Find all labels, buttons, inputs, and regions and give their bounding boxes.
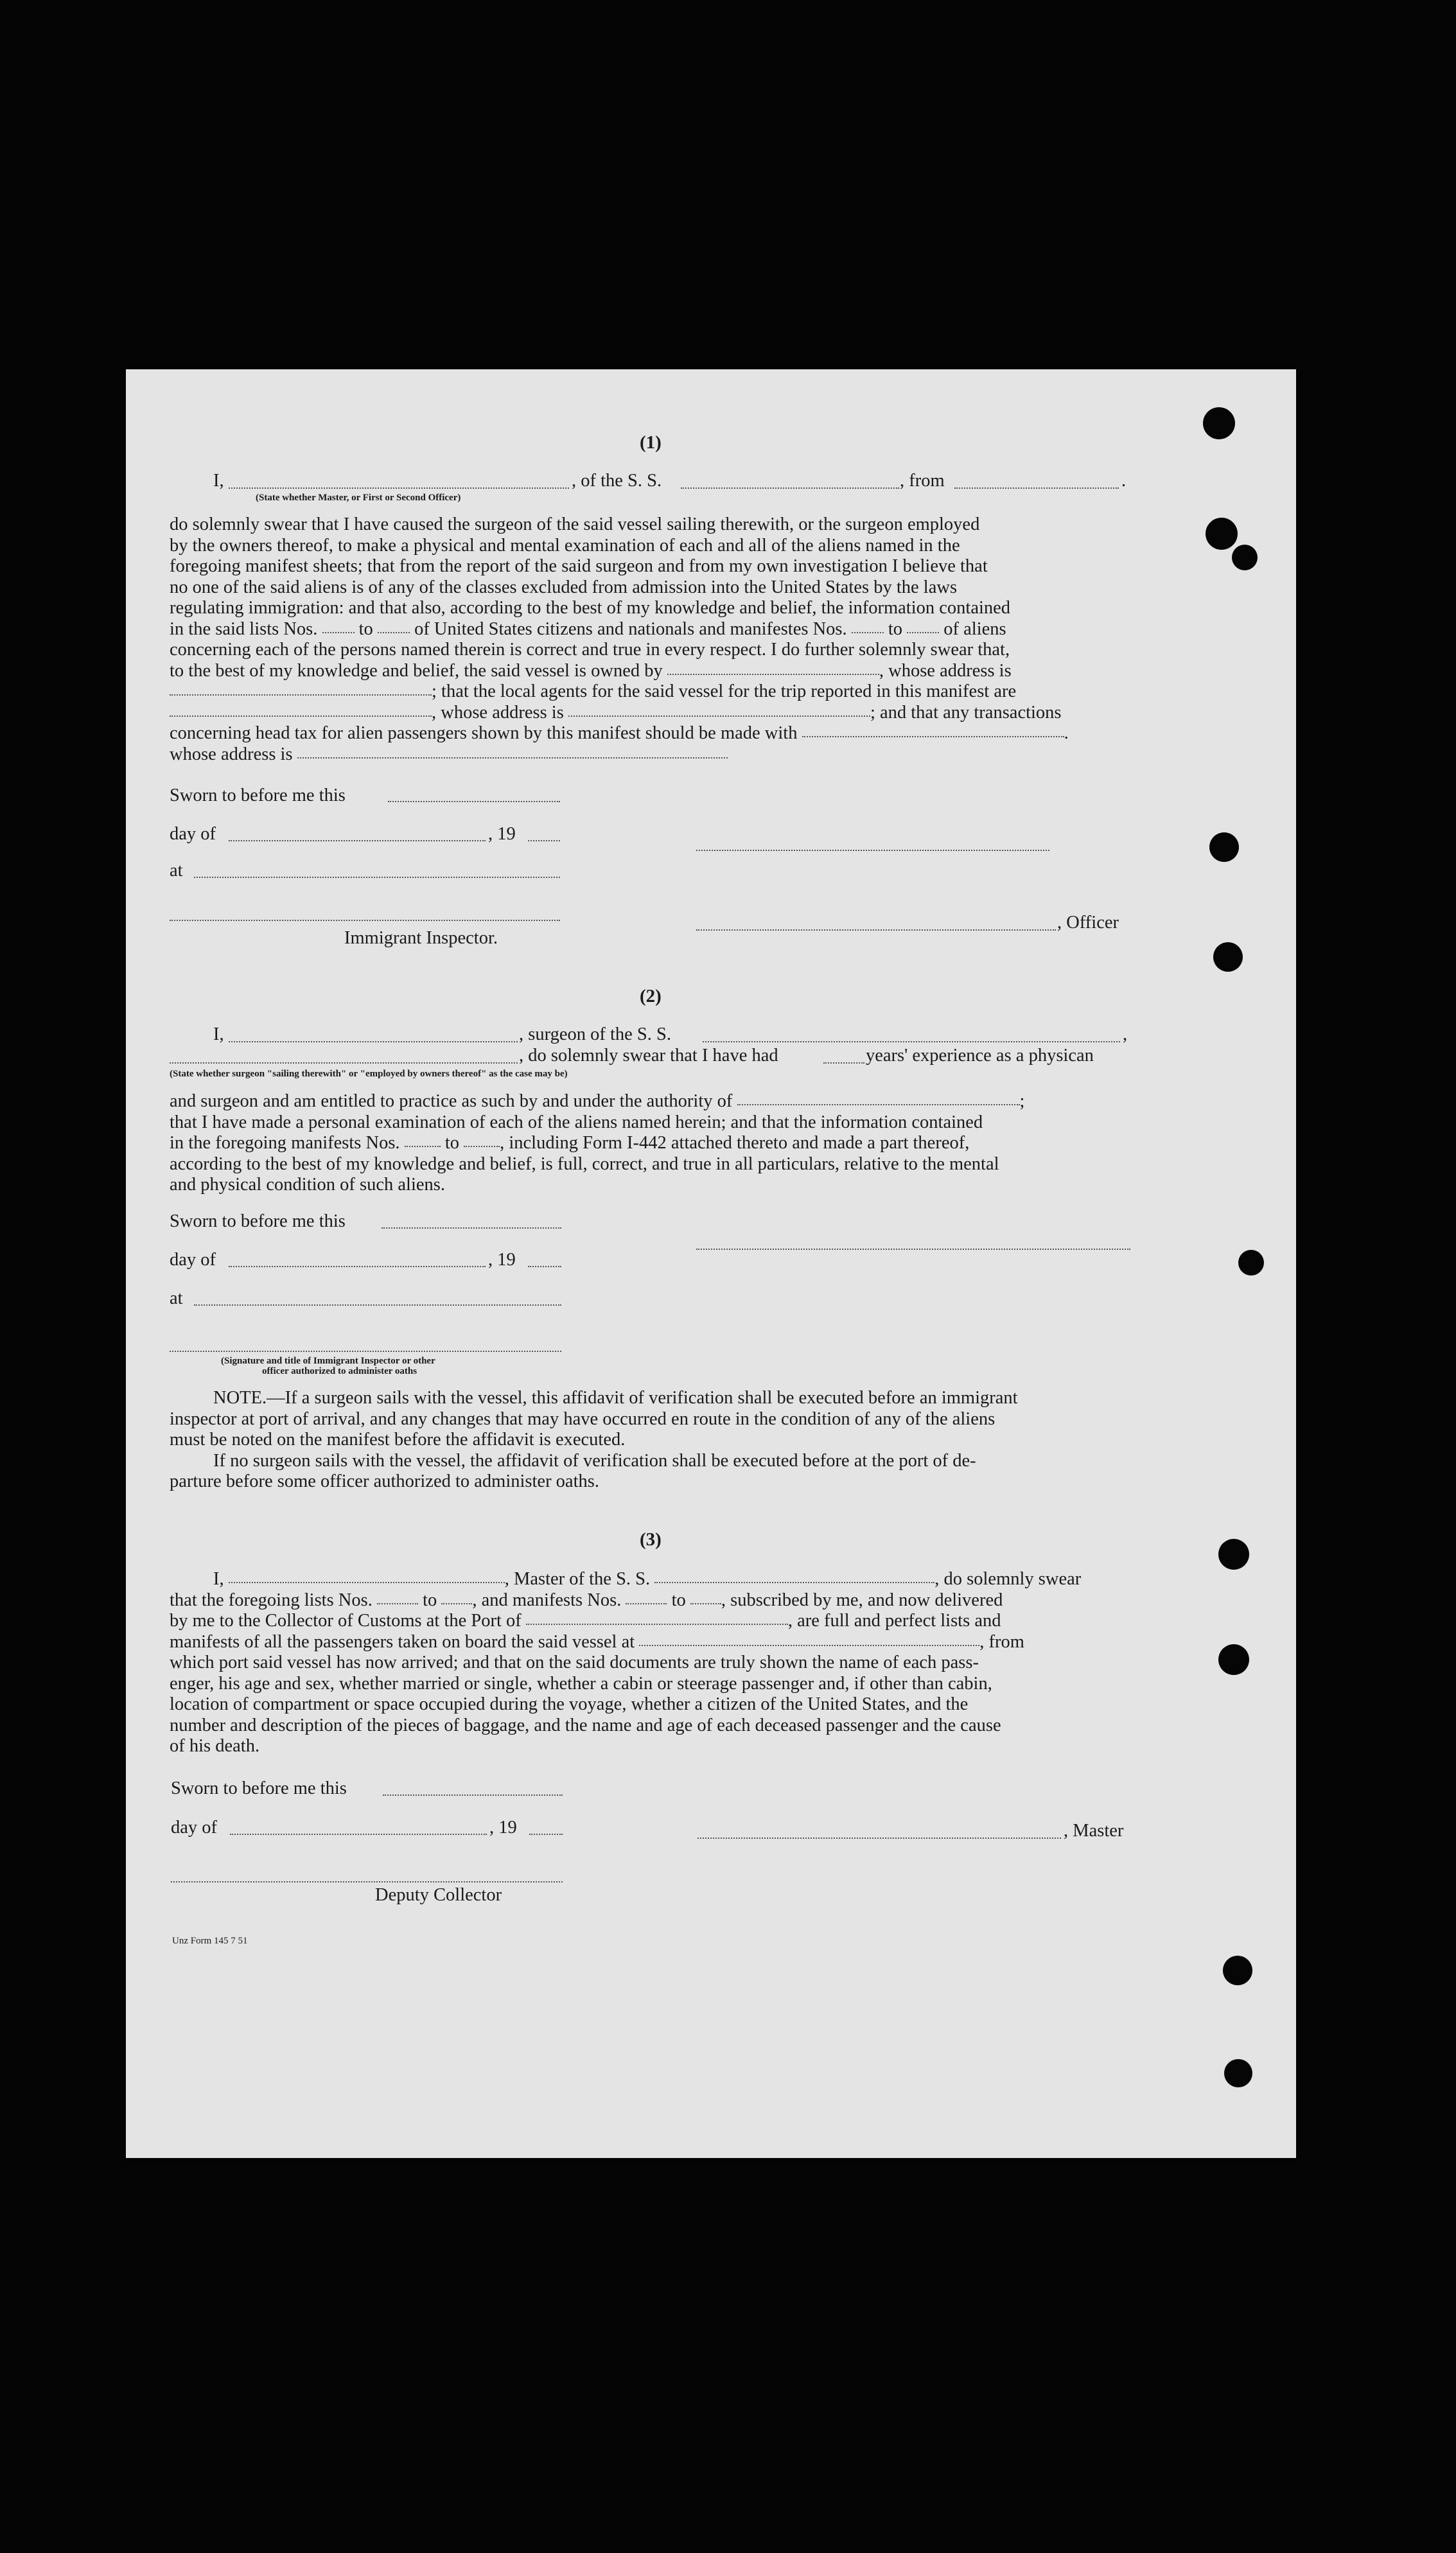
s1-owner-field[interactable] xyxy=(667,673,879,675)
s1-body-line: concerning each of the persons named therein is correct and true in every respect. I do further solemnly swear that, xyxy=(170,640,1010,660)
s2-oath-text xyxy=(170,1091,1130,1196)
s1-year-label: , 19 xyxy=(488,824,516,844)
s1-body-line: by the owners thereof, to make a physical and mental examination of each and all of the aliens named in the xyxy=(170,535,960,556)
s3-master-label: , Master xyxy=(1064,1821,1124,1841)
s3-master-signature-line[interactable] xyxy=(697,1838,1061,1839)
s3-manifest-from-field[interactable] xyxy=(626,1602,667,1604)
s2-years-label: years' experience as a physican xyxy=(866,1046,1094,1066)
s2-sworn-field[interactable] xyxy=(382,1227,561,1229)
s3-collector-label: Deputy Collector xyxy=(375,1885,502,1905)
s3-year-label: , 19 xyxy=(489,1818,517,1838)
s1-inspector-label: Immigrant Inspector. xyxy=(344,928,498,948)
s3-departure-port-field[interactable] xyxy=(639,1644,979,1646)
s2-signature-hint-2: officer authorized to administer oaths xyxy=(262,1366,417,1376)
manifest-affidavit-form xyxy=(126,369,1296,2158)
s2-years-field[interactable] xyxy=(823,1062,864,1064)
s3-line-4: manifests of all the passengers taken on board the said vessel at , from xyxy=(170,1631,1024,1652)
s3-port-field[interactable] xyxy=(526,1623,788,1625)
s1-officer-name-field[interactable] xyxy=(229,487,569,489)
s1-headtax-address-field[interactable] xyxy=(297,757,728,759)
s1-of-ss-label: , of the S. S. xyxy=(572,471,662,491)
punch-hole xyxy=(1223,1956,1252,1985)
s2-note-line: If no surgeon sails with the vessel, the affidavit of verification shall be executed before at the port of de- xyxy=(213,1450,976,1471)
s1-list-to-field[interactable] xyxy=(378,631,410,633)
s2-signature-line[interactable] xyxy=(696,1249,1130,1250)
s1-headtax-field[interactable] xyxy=(802,735,1064,737)
s2-ship-name-field[interactable] xyxy=(703,1041,1120,1042)
s2-day-of-label: day of xyxy=(170,1250,216,1270)
s3-collector-signature-line[interactable] xyxy=(171,1881,563,1882)
s2-manifest-from-field[interactable] xyxy=(405,1145,441,1147)
s2-surgeon-of-label: , surgeon of the S. S. xyxy=(519,1024,671,1044)
s1-at-field[interactable] xyxy=(194,877,560,878)
s1-at-label: at xyxy=(170,861,183,881)
s1-i-label: I, xyxy=(213,471,224,491)
s1-from-label: , from xyxy=(900,471,945,491)
s1-inspector-signature-line[interactable] xyxy=(170,920,560,921)
s3-day-field[interactable] xyxy=(230,1834,487,1835)
s3-sworn-field[interactable] xyxy=(383,1794,563,1796)
s2-swear-label: , do solemnly swear that I have had xyxy=(519,1046,778,1066)
punch-hole xyxy=(1209,832,1239,862)
s3-master-name-field[interactable] xyxy=(229,1581,505,1583)
s1-body-line: no one of the said aliens is of any of the classes excluded from admission into the United States by the laws xyxy=(170,577,958,597)
s2-sworn-label: Sworn to before me this xyxy=(170,1211,346,1231)
s3-body-line: number and description of the pieces of baggage, and the name and age of each deceased passenger and the cause xyxy=(170,1715,1001,1735)
s2-body-line: and physical condition of such aliens. xyxy=(170,1175,445,1195)
s3-list-from-field[interactable] xyxy=(377,1602,418,1604)
s1-period: . xyxy=(1121,471,1127,491)
s1-address-line: , whose address is ; and that any transactions xyxy=(170,703,1130,724)
s1-manifest-to-field[interactable] xyxy=(907,631,939,633)
s1-list-from-field[interactable] xyxy=(322,631,355,633)
s1-ship-name-field[interactable] xyxy=(681,487,899,489)
s2-authority-field[interactable] xyxy=(737,1103,1020,1105)
s1-owner-address-field[interactable] xyxy=(170,694,432,696)
section-3-number: (3) xyxy=(640,1529,662,1550)
punch-hole xyxy=(1206,518,1238,550)
s3-body-line: of his death. xyxy=(170,1736,260,1756)
punch-hole xyxy=(1218,1644,1249,1675)
s2-form-line: in the foregoing manifests Nos. to , including Form I-442 attached thereto and made a part thereof, xyxy=(170,1133,970,1153)
s2-inspector-signature-line[interactable] xyxy=(170,1351,561,1352)
s3-day-of-label: day of xyxy=(171,1818,218,1838)
punch-hole xyxy=(1218,1539,1249,1570)
s1-officer-signature-line[interactable] xyxy=(696,929,1056,931)
s3-year-field[interactable] xyxy=(529,1834,563,1835)
s3-body-line: which port said vessel has now arrived; and that on the said documents are truly shown the name of each pass- xyxy=(170,1653,979,1672)
s1-from-field[interactable] xyxy=(954,487,1119,489)
punch-hole xyxy=(1238,1250,1264,1276)
s1-body-line: regulating immigration: and that also, according to the best of my knowledge and belief, the information contained xyxy=(170,598,1011,618)
s3-body-line: enger, his age and sex, whether married or single, whether a cabin or steerage passenger and, if other than cabin, xyxy=(170,1673,992,1694)
s2-day-field[interactable] xyxy=(229,1266,486,1267)
s3-list-to-field[interactable] xyxy=(441,1602,472,1604)
s1-body-line: foregoing manifest sheets; that from the report of the said surgeon and from my own investigation I believe that xyxy=(170,556,988,576)
s2-at-field[interactable] xyxy=(194,1304,561,1306)
s1-year-field[interactable] xyxy=(528,840,560,841)
s2-signature-hint-1: (Signature and title of Immigrant Inspector or other xyxy=(221,1356,435,1366)
s1-agents-field[interactable] xyxy=(170,715,432,717)
punch-hole xyxy=(1213,942,1243,972)
section-1-number: (1) xyxy=(640,432,662,453)
s3-ship-name-field[interactable] xyxy=(654,1581,934,1583)
s1-sworn-field[interactable] xyxy=(388,801,560,802)
s2-note-line: inspector at port of arrival, and any changes that may have occurred en route in the condition of any of the aliens xyxy=(170,1408,996,1429)
s2-surgeon-name-field[interactable] xyxy=(229,1041,518,1042)
s3-manifest-to-field[interactable] xyxy=(690,1602,721,1604)
s2-manifest-to-field[interactable] xyxy=(464,1145,500,1147)
s3-sworn-label: Sworn to before me this xyxy=(171,1778,347,1798)
s1-whose-address-line: whose address is xyxy=(170,744,1130,766)
s1-headtax-line: concerning head tax for alien passengers shown by this manifest should be made with . xyxy=(170,723,1069,743)
s2-i-label: I, xyxy=(213,1024,224,1044)
s2-note-line: must be noted on the manifest before the affidavit is executed. xyxy=(170,1430,626,1450)
s2-at-label: at xyxy=(170,1288,183,1308)
s2-status-hint: (State whether surgeon "sailing therewith" or "employed by owners thereof" as the case may be) xyxy=(170,1069,568,1079)
punch-hole xyxy=(1232,545,1258,570)
s2-note-line: NOTE.—If a surgeon sails with the vessel, this affidavit of verification shall be executed before an immigrant xyxy=(213,1388,1018,1408)
s1-agents-line: ; that the local agents for the said vessel for the trip reported in this manifest are xyxy=(170,681,1130,703)
s2-comma: , xyxy=(1123,1024,1128,1044)
form-id: Unz Form 145 7 51 xyxy=(172,1936,248,1946)
s1-owned-line: to the best of my knowledge and belief, the said vessel is owned by , whose address is xyxy=(170,660,1012,681)
s2-year-label: , 19 xyxy=(488,1250,516,1270)
s1-manifest-from-field[interactable] xyxy=(852,631,884,633)
punch-hole xyxy=(1203,407,1235,439)
s1-body-line: do solemnly swear that I have caused the surgeon of the said vessel sailing therewith, or the surgeon employed xyxy=(170,514,980,534)
s3-line-2: that the foregoing lists Nos. to , and manifests Nos. to , subscribed by me, and now delivered xyxy=(170,1590,1003,1610)
s2-note xyxy=(170,1388,1130,1493)
punch-hole xyxy=(1224,2059,1252,2087)
s1-officer-label: , Officer xyxy=(1057,913,1119,933)
s1-oath-text xyxy=(170,514,1130,765)
s2-note-line: parture before some officer authorized to administer oaths. xyxy=(170,1471,599,1491)
s1-signature-line[interactable] xyxy=(696,850,1049,851)
s3-line-3: by me to the Collector of Customs at the Port of , are full and perfect lists and xyxy=(170,1611,1001,1631)
s3-body-line: location of compartment or space occupied during the voyage, whether a citizen of the United States, and the xyxy=(170,1694,969,1714)
s2-authority-line: and surgeon and am entitled to practice as such by and under the authority of ; xyxy=(170,1091,1025,1111)
s1-day-field[interactable] xyxy=(229,840,486,841)
s2-status-field[interactable] xyxy=(170,1062,518,1064)
section-2-number: (2) xyxy=(640,986,662,1006)
s2-body-line: that I have made a personal examination of each of the aliens named herein; and that the information contained xyxy=(170,1112,983,1132)
s1-officer-hint: (State whether Master, or First or Second Officer) xyxy=(256,493,461,503)
s2-body-line: according to the best of my knowledge and belief, is full, correct, and true in all particulars, relative to the mental xyxy=(170,1154,999,1174)
s1-nos-line: in the said lists Nos. to of United States citizens and nationals and manifestes Nos. to of aliens xyxy=(170,619,1006,639)
s1-day-of-label: day of xyxy=(170,824,216,844)
s3-oath-text xyxy=(170,1569,1130,1757)
s1-sworn-label: Sworn to before me this xyxy=(170,785,346,805)
s3-line-1: I, , Master of the S. S. , do solemnly swear xyxy=(213,1569,1082,1589)
s1-agents-address-field[interactable] xyxy=(568,715,870,717)
s2-year-field[interactable] xyxy=(528,1266,561,1267)
